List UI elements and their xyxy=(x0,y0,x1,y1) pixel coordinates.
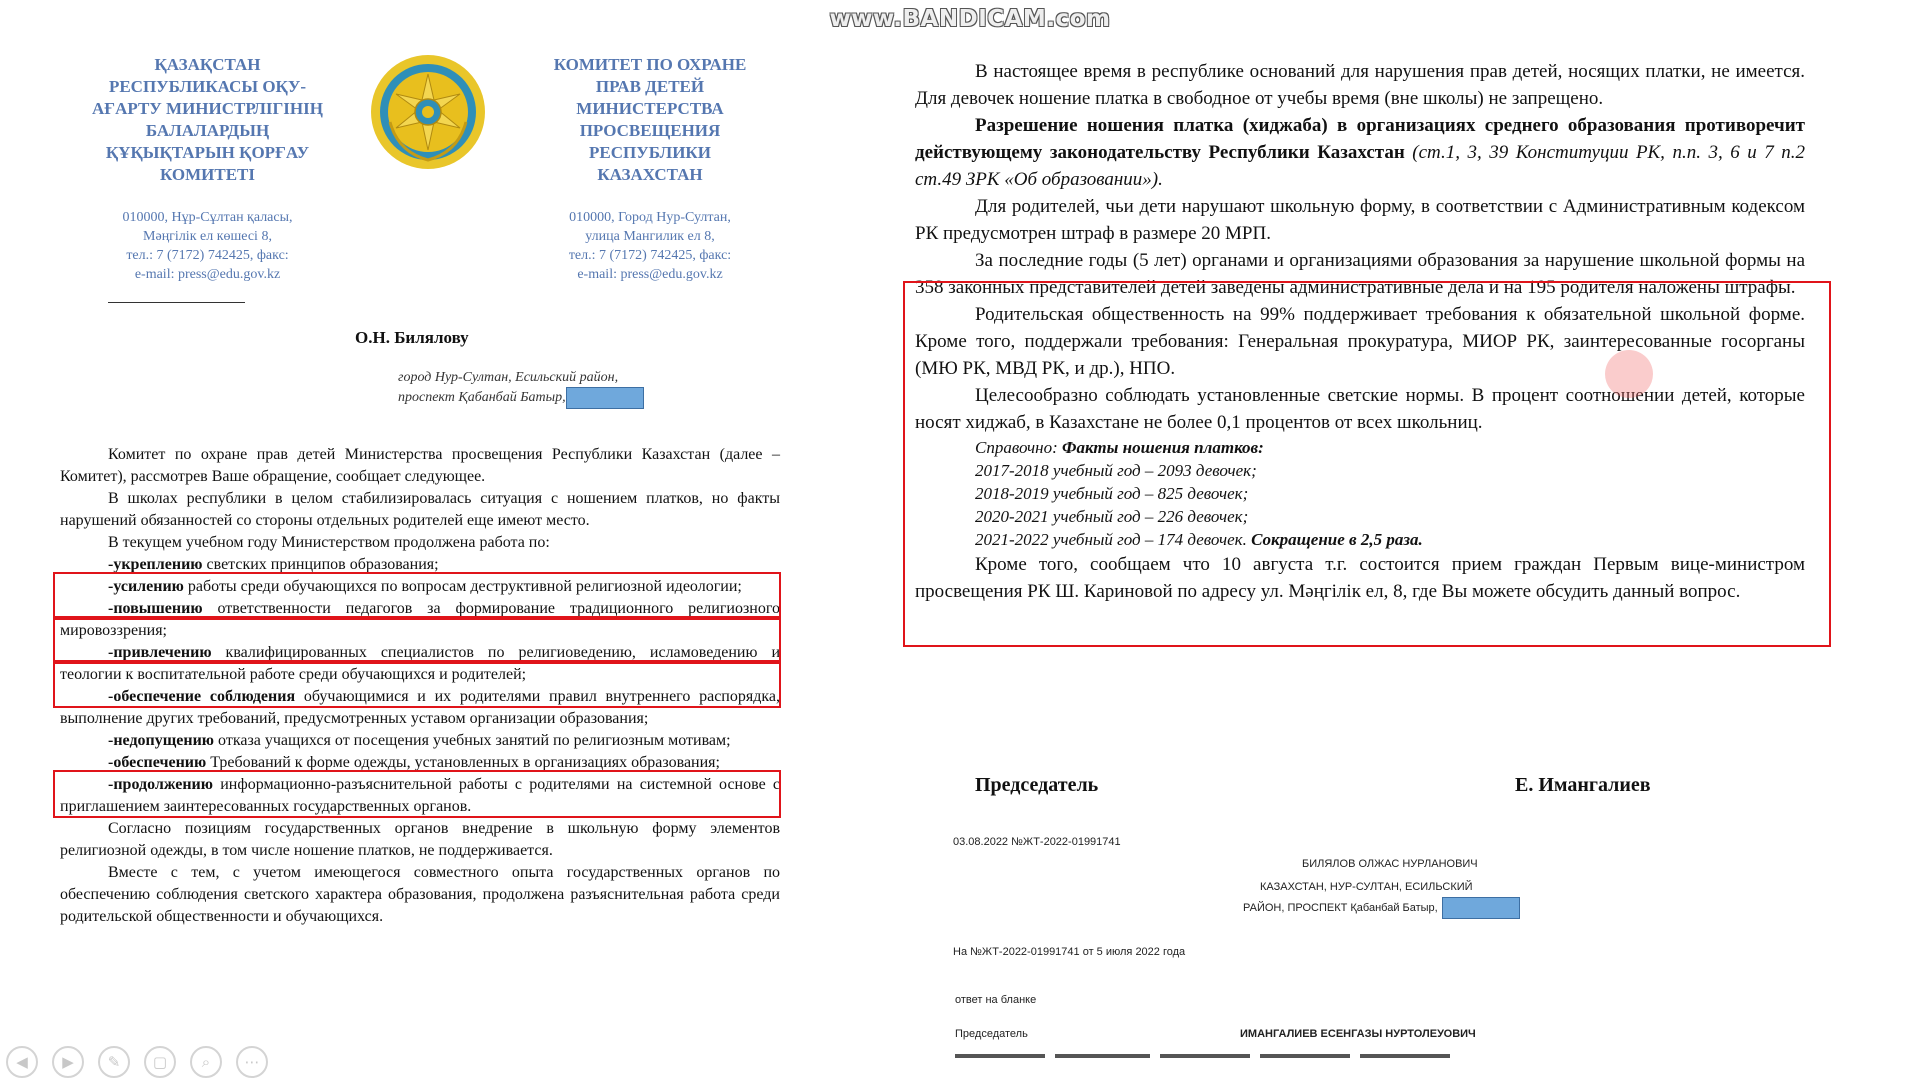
letterhead-divider xyxy=(108,302,245,303)
list-item: -привлечению квалифицированных специалистов по религиоведению, исламоведению и теологии к воспитательной работе среди обучающихся и родителей; xyxy=(60,644,780,683)
registration-number: 03.08.2022 №ЖТ-2022-01991741 xyxy=(953,836,1121,848)
paragraph: Целесообразно соблюдать установленные светские нормы. В процент соотношении детей, которые носят хиджаб, в Казахстане не более 0,1 процентов от всех школьниц. xyxy=(915,385,1805,433)
zoom-icon[interactable]: ⌕ xyxy=(190,1046,222,1078)
pages-icon[interactable]: ▢ xyxy=(144,1046,176,1078)
letterhead-kz-address: 010000, Нұр-Сұлтан қаласы, Мәңгілік ел көшесі 8, тел.: 7 (7172) 742425, факс: e-mail: press@edu.gov.kz xyxy=(122,210,293,282)
list-item: -повышению ответственности педагогов за формирование традиционного религиозного мировоззрения; xyxy=(60,600,780,639)
intro-paragraph: Комитет по охране прав детей Министерства просвещения Республики Казахстан (далее – Комитет), рассмотрев Ваше обращение, сообщает следующее. xyxy=(60,446,780,485)
next-page-icon[interactable]: ▶ xyxy=(52,1046,84,1078)
redacted-block xyxy=(566,387,644,409)
fact-line: 2020-2021 учебный год – 226 девочек; xyxy=(975,507,1249,526)
legal-paragraph: Разрешение ношения платка (хиджаба) в организациях среднего образования противоречит действующему законодательству Республики Казахстан (ст.1, 3, 39 Конституции РК, п.п. 3, 6 и 7 п.2 ст.49 ЗРК «Об образовании»). xyxy=(915,115,1805,190)
letterhead-russian xyxy=(510,54,790,284)
list-item: -усилению работы среди обучающихся по вопросам деструктивной религиозной идеологии; xyxy=(108,578,742,595)
reference-note: Справочно: Факты ношения платков: xyxy=(975,438,1264,457)
paragraph: Вместе с тем, с учетом имеющегося совместного опыта государственных органов по обеспечению соблюдения светского характера образования, продолжена разъяснительная работа среди родительской общественности и обучающихся. xyxy=(60,864,780,925)
list-item: -укреплению светских принципов образования; xyxy=(108,556,439,573)
letter-page-left xyxy=(55,0,785,1080)
bandicam-watermark: www.BANDICAM.com xyxy=(829,6,1111,32)
letterhead-kz-name: ҚАЗАҚСТАН РЕСПУБЛИКАСЫ ОҚУ- АҒАРТУ МИНИСТРЛІГІНІҢ БАЛАЛАРДЫҢ ҚҰҚЫҚТАРЫН ҚОРҒАУ КОМИТЕТІ xyxy=(92,55,323,184)
digital-signature-strip xyxy=(955,1052,1455,1060)
paragraph: Согласно позициям государственных органов внедрение в школьную форму элементов религиозной одежды, в том числе ношение платков, не поддерживается. xyxy=(60,820,780,859)
list-item: -недопущению отказа учащихся от посещения учебных занятий по религиозным мотивам; xyxy=(108,732,731,749)
annotation-box xyxy=(53,660,781,708)
list-item: -обеспечению Требований к форме одежды, установленных в организациях образования; xyxy=(108,754,720,771)
annotation-box xyxy=(903,281,1831,647)
more-icon[interactable]: ⋯ xyxy=(236,1046,268,1078)
signature-title: Председатель xyxy=(975,774,1099,796)
annotation-box xyxy=(53,572,781,620)
list-item: -обеспечение соблюдения обучающимися и их родителями правил внутреннего распорядка, выполнение других требований, предусмотренных уставом организации образования; xyxy=(60,688,780,727)
mouse-cursor-highlight xyxy=(1605,350,1653,398)
reg-recipient-address-2: РАЙОН, ПРОСПЕКТ Қабанбай Батыр, xyxy=(1243,897,1520,919)
reg-reply-note: ответ на бланке xyxy=(955,994,1037,1006)
reg-signer-title: Председатель xyxy=(955,1028,1028,1040)
reg-signer-name: ИМАНГАЛИЕВ ЕСЕНГАЗЫ НУРТОЛЕУОВИЧ xyxy=(1240,1028,1476,1040)
fact-line: 2021-2022 учебный год – 174 девочек. Сокращение в 2,5 раза. xyxy=(975,530,1423,549)
viewer-toolbar xyxy=(6,1046,268,1078)
redacted-block xyxy=(1442,897,1520,919)
reg-reference: На №ЖТ-2022-01991741 от 5 июля 2022 года xyxy=(953,946,1186,958)
previous-page-icon[interactable]: ◀ xyxy=(6,1046,38,1078)
reg-recipient-address-1: КАЗАХСТАН, НУР-СУЛТАН, ЕСИЛЬСКИЙ xyxy=(1260,881,1473,893)
recipient-address: город Нур-Султан, Есильский район, проспект Қабанбай Батыр, xyxy=(398,368,644,409)
reg-recipient-name: БИЛЯЛОВ ОЛЖАС НУРЛАНОВИЧ xyxy=(1302,858,1478,870)
pen-icon[interactable]: ✎ xyxy=(98,1046,130,1078)
signature-name: Е. Имангалиев xyxy=(1515,774,1651,796)
paragraph: Родительская общественность на 99% поддерживает требования к обязательной школьной форме. Кроме того, поддержали требования: Генеральная прокуратура, МИОР РК, заинтересованные госорганы (МЮ РК, МВД РК, и др.), НПО. xyxy=(915,304,1805,379)
paragraph: В школах республики в целом стабилизировалась ситуация с ношением платков, но факты нарушений обязанностей со стороны отдельных родителей еще имеют место. xyxy=(60,490,780,529)
list-item: -продолжению информационно-разъяснительной работы с родителями на системной основе с приглашением заинтересованных государственных органов. xyxy=(60,776,780,815)
letterhead-kazakh xyxy=(75,54,340,284)
state-emblem-icon xyxy=(368,52,488,172)
paragraph: За последние годы (5 лет) органами и организациями образования за нарушение школьной формы на 358 законных представителей детей заведены административные дела и на 195 родителя наложены штрафы. xyxy=(915,250,1805,298)
fact-line: 2018-2019 учебный год – 825 девочек; xyxy=(975,484,1249,503)
paragraph: В текущем учебном году Министерством продолжена работа по: xyxy=(108,534,550,551)
recipient-name: О.Н. Билялову xyxy=(355,328,469,347)
letterhead-ru-address: 010000, Город Нур-Султан, улица Мангилик ел 8, тел.: 7 (7172) 742425, факс: e-mail: press@edu.gov.kz xyxy=(568,210,732,282)
annotation-box xyxy=(53,616,781,664)
annotation-box xyxy=(53,770,781,818)
paragraph: В настоящее время в республике оснований для нарушения прав детей, носящих платки, не имеется. Для девочек ношение платка в свободное от учебы время (вне школы) не запрещено. xyxy=(915,61,1805,109)
letterhead-ru-name: КОМИТЕТ ПО ОХРАНЕ ПРАВ ДЕТЕЙ МИНИСТЕРСТВА ПРОСВЕЩЕНИЯ РЕСПУБЛИКИ КАЗАХСТАН xyxy=(553,55,747,184)
paragraph: Для родителей, чьи дети нарушают школьную форму, в соответствии с Административным кодексом РК предусмотрен штраф в размере 20 МРП. xyxy=(915,196,1805,244)
fact-line: 2017-2018 учебный год – 2093 девочек; xyxy=(975,461,1257,480)
paragraph: Кроме того, сообщаем что 10 августа т.г. состоится прием граждан Первым вице-министром просвещения РК Ш. Кариновой по адресу ул. Мәңгілік ел, 8, где Вы можете обсудить данный вопрос. xyxy=(915,554,1805,602)
